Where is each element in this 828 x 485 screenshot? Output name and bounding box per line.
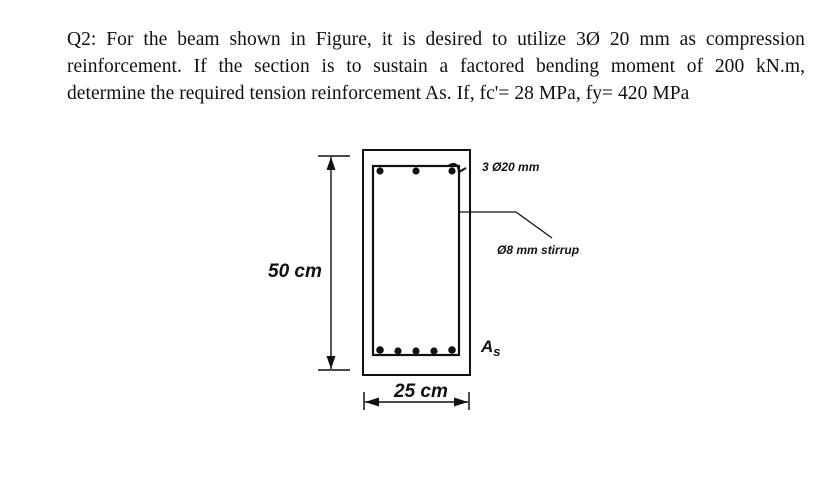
top-bar-3	[448, 167, 455, 174]
tension-label-main: A	[481, 337, 494, 356]
width-dim-arrow-right	[454, 398, 468, 407]
question-line-1: Q2: For the beam shown in Figure, it is desired to utilize 3Ø 20 mm as compression	[67, 29, 805, 50]
stirrup-leader-line	[459, 212, 552, 238]
width-dim-arrow-left	[365, 398, 379, 407]
width-label: 25 cm	[394, 381, 448, 402]
top-bar-2	[412, 167, 419, 174]
bottom-bar-1	[376, 346, 384, 354]
height-dim-arrow-top	[327, 157, 336, 170]
stirrup-label: Ø8 mm stirrup	[497, 243, 580, 257]
bottom-bar-2	[394, 347, 401, 354]
bottom-bar-5	[448, 346, 456, 354]
top-bar-1	[376, 167, 383, 174]
bottom-bar-4	[430, 347, 437, 354]
top-bars-label: 3 Ø20 mm	[482, 160, 540, 174]
height-label: 50 cm	[268, 261, 322, 282]
height-dim-arrow-bottom	[327, 356, 336, 369]
tension-label-sub: s	[493, 344, 501, 359]
bottom-bar-3	[412, 347, 419, 354]
question-line-3: determine the required tension reinforcement As. If, fc'= 28 MPa, fy= 420 MPa	[67, 83, 690, 104]
stirrup-outline	[373, 166, 459, 355]
concrete-section-outline	[363, 150, 470, 375]
question-line-2: reinforcement. If the section is to sustain a factored bending moment of 200 kN.m,	[67, 56, 805, 77]
tension-label	[480, 337, 501, 359]
